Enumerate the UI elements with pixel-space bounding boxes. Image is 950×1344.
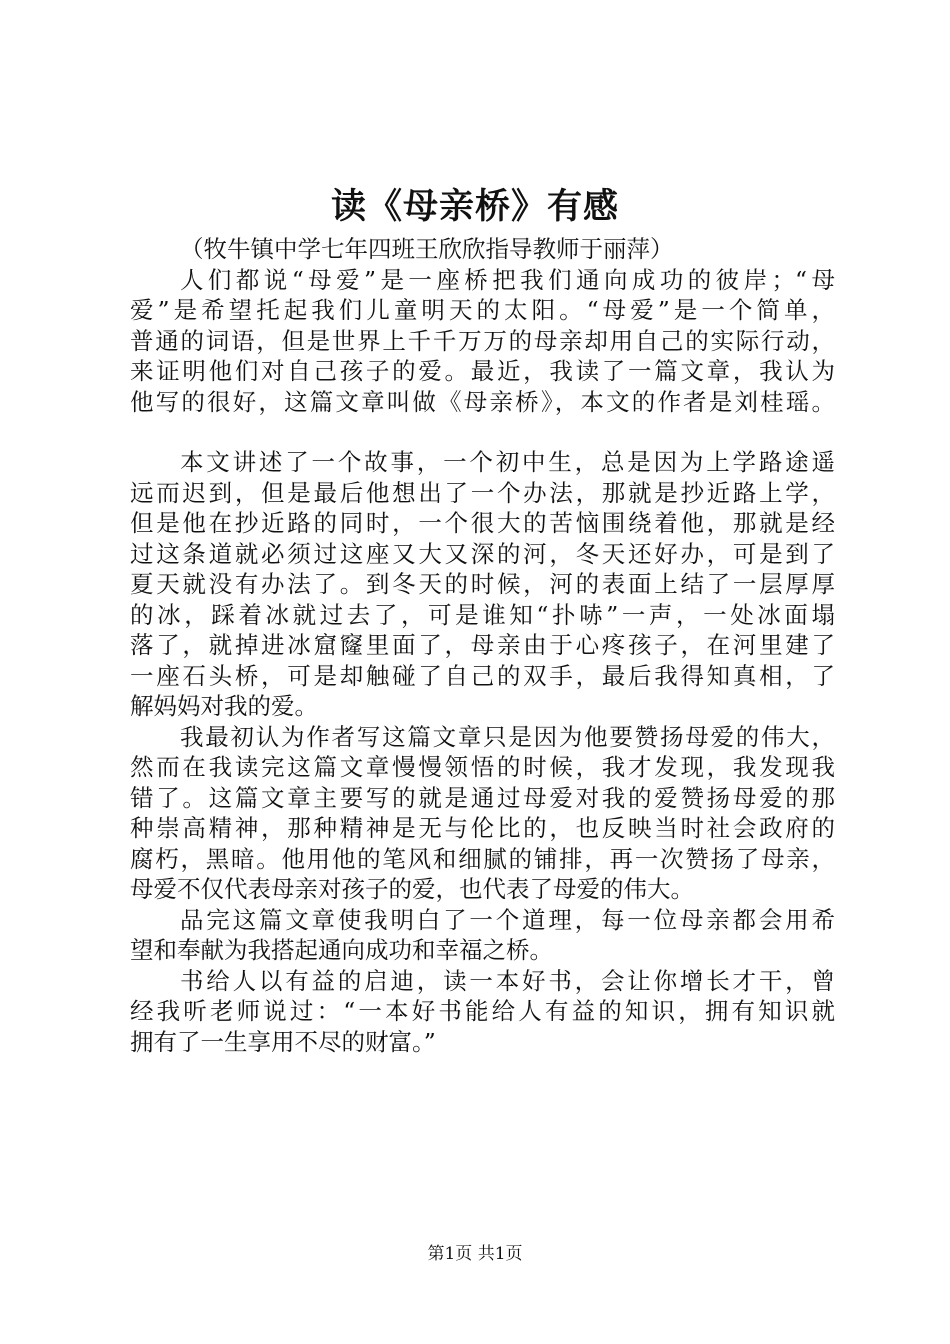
- paragraph-5: [130, 966, 835, 1058]
- paragraph-line: 一座石头桥，可是却触碰了自己的双手，最后我得知真相，了: [130, 661, 835, 690]
- paragraph-line: 爱”是希望托起我们儿童明天的太阳。“母爱”是一个简单，: [130, 296, 835, 324]
- paragraph-line: 书给人以有益的启迪，读一本好书，会让你增长才干，曾: [180, 966, 835, 995]
- paragraph-line: 品完这篇文章使我明白了一个道理，每一位母亲都会用希: [180, 905, 835, 934]
- paragraph-line: 腐朽，黑暗。他用他的笔风和细腻的铺排，再一次赞扬了母亲，: [130, 844, 835, 873]
- paragraph-line: 经我听老师说过：“一本好书能给人有益的知识，拥有知识就: [130, 997, 835, 1025]
- paragraph-line: 普通的词语，但是世界上千千万万的母亲却用自己的实际行动，: [130, 326, 835, 355]
- paragraph-line: 但是他在抄近路的同时，一个很大的苦恼围绕着他，那就是经: [130, 509, 835, 537]
- paragraph-line: 本文讲述了一个故事，一个初中生，总是因为上学路途遥: [180, 448, 835, 476]
- paragraph-line: 人们都说“母爱”是一座桥把我们通向成功的彼岸；“母: [180, 265, 835, 294]
- paragraph-line: 夏天就没有办法了。到冬天的时候，河的表面上结了一层厚厚: [130, 570, 835, 598]
- paragraph-line: 的冰，踩着冰就过去了，可是谁知“扑哧”一声，一处冰面塌: [130, 600, 835, 629]
- paragraph-line: 错了。这篇文章主要写的就是通过母爱对我的爱赞扬母爱的那: [130, 783, 835, 812]
- paragraph-line: 落了，就掉进冰窟窿里面了，母亲由于心疼孩子，在河里建了: [130, 631, 835, 659]
- paragraph-2: [130, 447, 835, 722]
- paragraph-line: 然而在我读完这篇文章慢慢领悟的时候，我才发现，我发现我: [130, 753, 835, 781]
- paragraph-line: 远而迟到，但是最后他想出了一个办法，那就是抄近路上学，: [130, 478, 835, 507]
- paragraph-line: 过这条道就必须过这座又大又深的河，冬天还好办，可是到了: [130, 539, 835, 568]
- paragraph-line: 拥有了一生享用不尽的财富。”: [130, 1027, 436, 1056]
- paragraph-line: 我最初认为作者写这篇文章只是因为他要赞扬母爱的伟大，: [180, 722, 835, 751]
- paragraph-line: 解妈妈对我的爱。: [130, 692, 318, 720]
- paragraph-4: [130, 905, 835, 966]
- paragraph-line: 来证明他们对自己孩子的爱。最近，我读了一篇文章，我认为: [130, 357, 835, 385]
- page-footer: 第1页 共1页: [427, 1244, 523, 1264]
- paragraph-line: 望和奉献为我搭起通向成功和幸福之桥。: [130, 936, 553, 964]
- paragraph-1: [130, 265, 835, 418]
- paragraph-line: 母爱不仅代表母亲对孩子的爱，也代表了母爱的伟大。: [130, 875, 694, 903]
- byline: （牧牛镇中学七年四班王欣欣指导教师于丽萍）: [180, 235, 674, 263]
- paragraph-line: 种崇高精神，那种精神是无与伦比的，也反映当时社会政府的: [130, 814, 835, 842]
- document-body: [130, 234, 835, 1057]
- paragraph-3: [130, 722, 835, 905]
- document-title: 读《母亲桥》有感: [330, 186, 619, 227]
- paragraph-gap: [130, 417, 835, 447]
- paragraph-line: 他写的很好，这篇文章叫做《母亲桥》，本文的作者是刘桂瑶。: [130, 387, 835, 416]
